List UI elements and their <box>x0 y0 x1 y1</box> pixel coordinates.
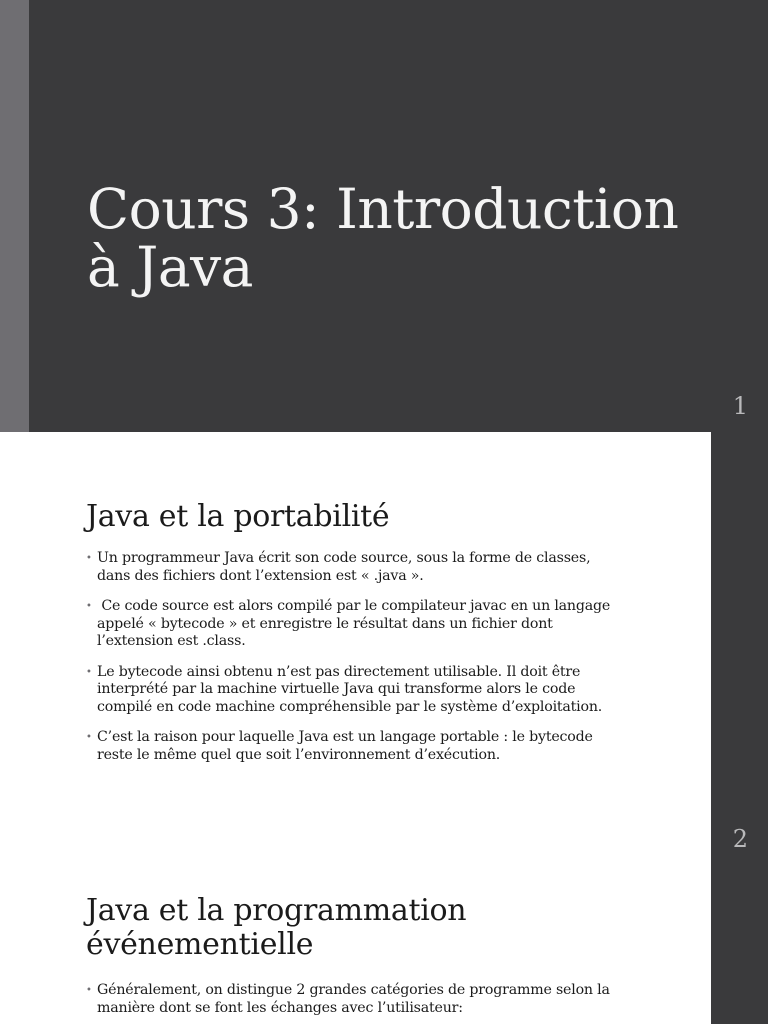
bullet-dot-icon: • <box>86 666 92 678</box>
slide-2 <box>0 432 768 866</box>
slide-heading: Java et la portabilité <box>86 499 390 534</box>
bullet-text: Ce code source est alors compilé par le compilateur javac en un langage appelé « bytecode » et enregistre le résultat dans un fichier dont l’extension est .class. <box>97 598 615 649</box>
side-bar <box>711 432 768 866</box>
bullet-item <box>86 598 616 651</box>
bullet-dot-icon: • <box>86 732 92 743</box>
slide-1 <box>0 0 768 432</box>
heading-line-1: Java et la programmation <box>86 893 467 928</box>
bullet-text: Le bytecode ainsi obtenu n’est pas directement utilisable. Il doit être interprété par la machine virtuelle Java qui transforme alors le code compilé en code machine compréhensible par le système d’exploitation. <box>97 663 603 715</box>
slide-3 <box>0 866 768 1024</box>
bullet-dot-icon: • <box>86 553 92 564</box>
bullet-dot-icon: • <box>86 985 92 996</box>
accent-strip <box>0 0 29 432</box>
bullet-text: C’est la raison pour laquelle Java est un langage portable : le bytecode reste le même quel que soit l’environnement d’exécution. <box>97 729 593 763</box>
bullet-item <box>86 664 616 717</box>
title-line-1: Cours 3: Introduction <box>87 177 679 241</box>
bullet-item <box>86 550 616 585</box>
bullet-list <box>86 982 616 1024</box>
slide-heading <box>86 894 466 962</box>
slide-number: 1 <box>732 392 748 420</box>
bullet-dot-icon: • <box>86 601 92 612</box>
heading-line-2: événementielle <box>86 927 314 962</box>
side-bar <box>711 866 768 1024</box>
bullet-text: Généralement, on distingue 2 grandes catégories de programme selon la manière dont se font les échanges avec l’utilisateur: <box>97 982 610 1016</box>
bullet-list <box>86 550 616 777</box>
slide-title <box>87 177 707 299</box>
title-line-2: à Java <box>87 235 253 299</box>
slide-number: 2 <box>732 825 748 853</box>
bullet-text: Un programmeur Java écrit son code source, sous la forme de classes, dans des fichiers dont l’extension est « .java ». <box>97 550 591 584</box>
bullet-item <box>86 982 616 1017</box>
bullet-item <box>86 729 616 764</box>
